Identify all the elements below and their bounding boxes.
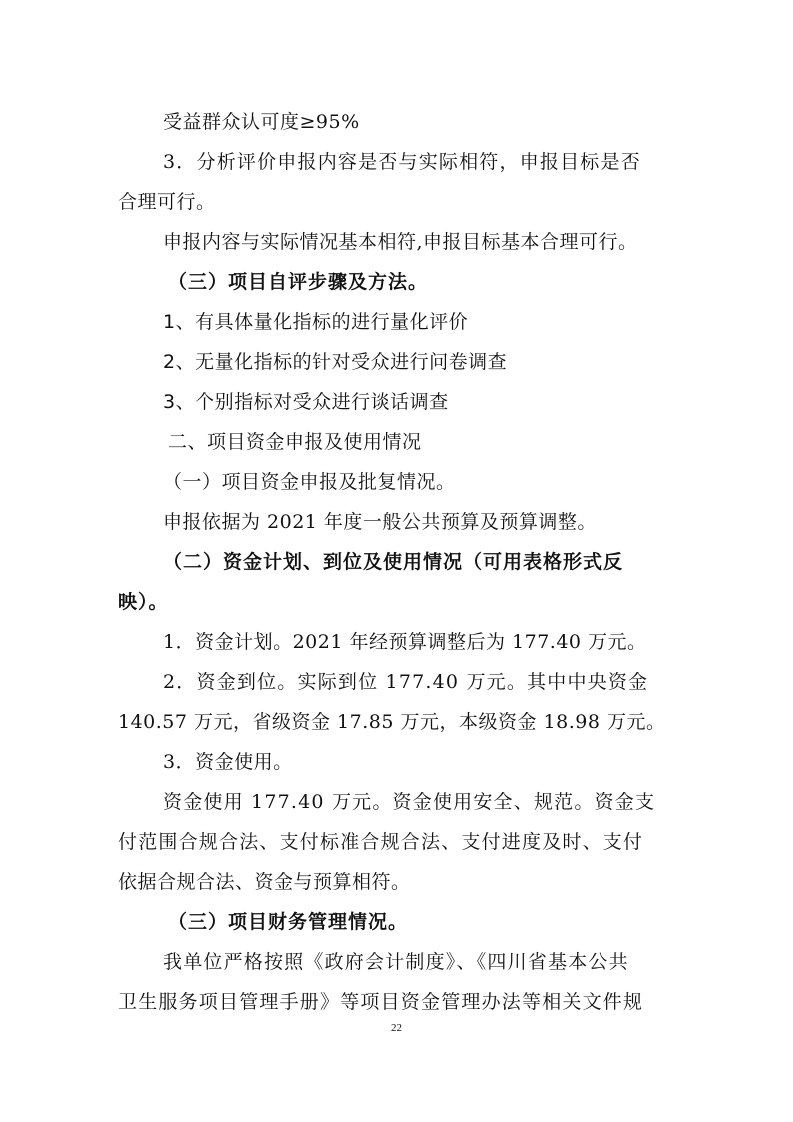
text-line-item-3: 3．分析评价申报内容是否与实际相符，申报目标是否 — [163, 151, 641, 173]
text-line-fund-plan: 1．资金计划。2021 年经预算调整后为 177.40 万元。 — [163, 631, 647, 653]
text-line-method-1: 1、有具体量化指标的进行量化评价 — [163, 311, 469, 333]
text-line-method-2: 2、无量化指标的针对受众进行问卷调查 — [163, 351, 508, 373]
section-heading-funds: 二、项目资金申报及使用情况 — [168, 431, 422, 453]
text-line-fund-arrival-cont: 140.57 万元，省级资金 17.85 万元，本级资金 18.98 万元。 — [118, 711, 666, 733]
text-line-use-detail-3: 依据合规合法、资金与预算相符。 — [118, 871, 411, 893]
text-line-use-detail-1: 资金使用 177.40 万元。资金使用安全、规范。资金支 — [163, 791, 656, 813]
text-line-mgmt-1: 我单位严格按照《政府会计制度》、《四川省基本公共 — [163, 951, 629, 973]
text-line-fund-use: 3．资金使用。 — [163, 751, 293, 773]
subsection-heading-plan: （二）资金计划、到位及使用情况（可用表格形式反 — [163, 551, 624, 573]
subsection-heading-plan-cont: 映）。 — [118, 591, 169, 613]
text-line-fund-arrival: 2．资金到位。实际到位 177.40 万元。其中中央资金 — [163, 671, 649, 693]
text-line-use-detail-2: 付范围合规合法、支付标准合规合法、支付进度及时、支付 — [118, 831, 644, 853]
text-line-satisfaction: 受益群众认可度≥95% — [163, 111, 360, 133]
text-line-mgmt-2: 卫生服务项目管理手册》等项目资金管理办法等相关文件规 — [118, 991, 644, 1013]
section-heading-self-eval: （三）项目自评步骤及方法。 — [168, 271, 429, 293]
section-heading-finance-mgmt: （三）项目财务管理情况。 — [168, 911, 409, 933]
page-number: 22 — [391, 1022, 402, 1034]
subsection-heading-approval: （一）项目资金申报及批复情况。 — [163, 471, 456, 493]
text-line-basis: 申报依据为 2021 年度一般公共预算及预算调整。 — [163, 511, 597, 533]
text-line-item-3-cont: 合理可行。 — [118, 191, 216, 213]
text-line-conclusion: 申报内容与实际情况基本相符,申报目标基本合理可行。 — [163, 231, 638, 253]
text-line-method-3: 3、个别指标对受众进行谈话调查 — [163, 391, 449, 413]
